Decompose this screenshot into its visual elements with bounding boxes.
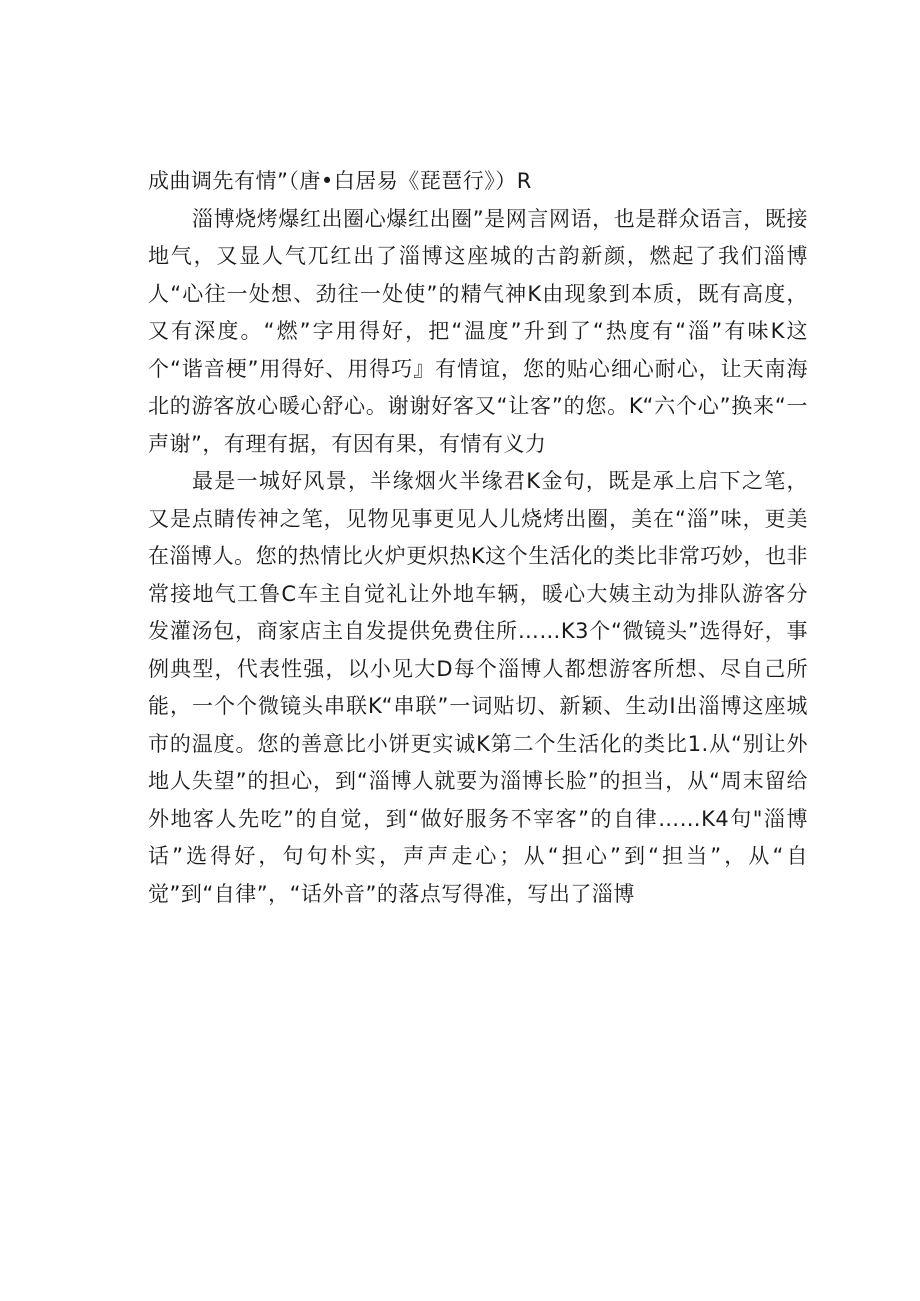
document-body <box>148 163 808 913</box>
paragraph-1: 成曲调先有情”（唐•白居易《琵琶行》）R <box>148 169 532 193</box>
paragraph-2: 淄博烧烤爆红出圈心爆红出圈”是网言网语，也是群众语言，既接地气，又显人气兀红出了淄博这座城的古韵新颜，燃起了我们淄博人“心往一处想、劲往一处使”的精气神K由现象到本质，既有高度，又有深度。“燃”字用得好，把“温度”升到了“热度有“淄”有味K这个“谐音梗”用得好、用得巧』有情谊，您的贴心细心耐心，让天南海北的游客放心暖心舒心。谢谢好客又“让客”的您。K“六个心”换来“一声谢”，有理有据，有因有果，有情有义力 <box>148 206 808 456</box>
paragraph-3: 最是一城好风景，半缘烟火半缘君K金句，既是承上启下之笔，又是点睛传神之笔，见物见事更见人儿烧烤出圈，美在“淄”味，更美在淄博人。您的热情比火炉更炽热K这个生活化的类比非常巧妙，也非常接地气工鲁C车主自觉礼让外地车辆，暖心大姨主动为排队游客分发灌汤包，商家店主自发提供免费住所……K3个“微镜头”选得好，事例典型，代表性强，以小见大D每个淄博人都想游客所想、尽自己所能，一个个微镜头串联K“串联”一词贴切、新颖、生动I出淄博这座城市的温度。您的善意比小饼更实诚K第二个生活化的类比1.从“别让外地人失望”的担心，到“淄博人就要为淄博长脸”的担当，从“周末留给外地客人先吃”的自觉，到“做好服务不宰客”的自律……K4句"淄博话”选得好，句句朴实，声声走心；从“担心”到“担当”，从“自觉”到“自律”，“话外音”的落点写得准，写出了淄博 <box>148 469 808 906</box>
